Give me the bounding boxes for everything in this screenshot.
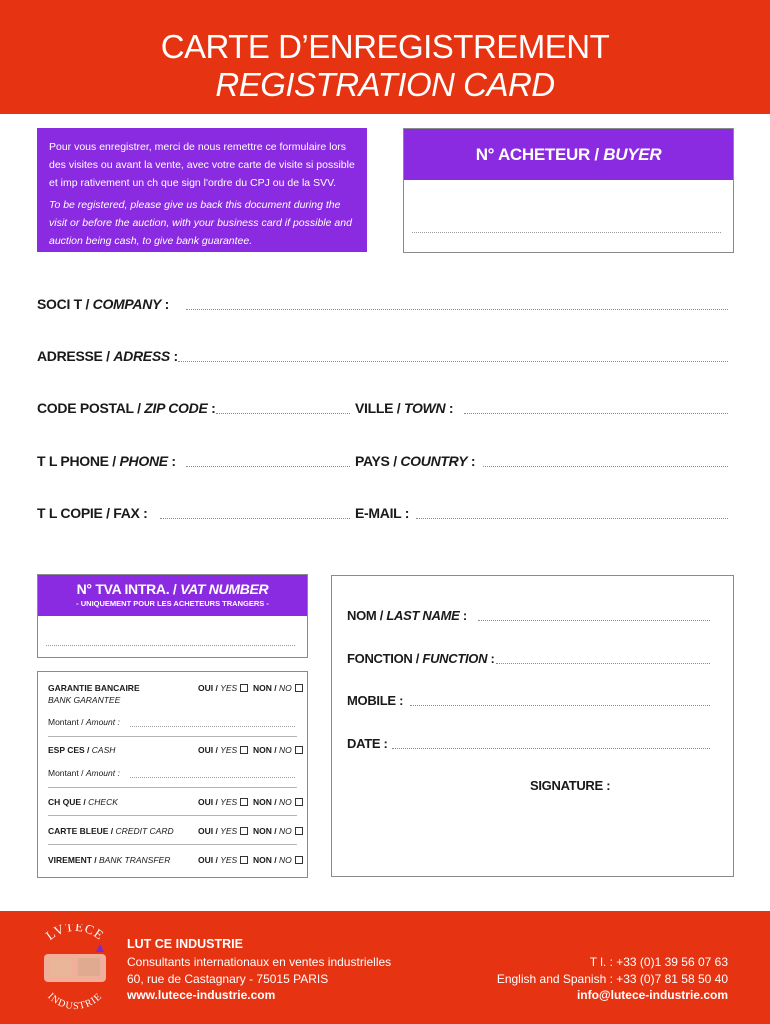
check-no-option[interactable]: NON / NO <box>253 797 303 807</box>
address-field[interactable] <box>178 361 728 362</box>
page-title-en: REGISTRATION CARD <box>215 66 555 103</box>
checkbox-icon[interactable] <box>240 746 248 754</box>
checkbox-icon[interactable] <box>295 684 303 692</box>
instructions-fr: Pour vous enregistrer, merci de nous remettre ce formulaire lors des visites ou avant la vente, avec votre carte de visite si possible et imp rativement un ch que sign l'ordre du CPJ ou de la SVV. <box>49 141 355 189</box>
divider <box>48 787 297 788</box>
guarantee-amount-label: Montant / Amount : <box>48 717 120 727</box>
footer-email-link[interactable]: info@lutece-industrie.com <box>576 988 728 1002</box>
cash-amount-field[interactable] <box>130 777 295 778</box>
guarantee-yes-option[interactable]: OUI / YES <box>198 683 248 693</box>
divider <box>48 844 297 845</box>
mobile-label: MOBILE : <box>347 693 404 708</box>
checkbox-icon[interactable] <box>240 684 248 692</box>
footer <box>0 911 770 1024</box>
instructions-box <box>37 128 367 252</box>
cash-yes-option[interactable]: OUI / YES <box>198 745 248 755</box>
email-label: E-MAIL : <box>355 505 410 521</box>
phone-label: T L PHONE / PHONE : <box>37 453 176 469</box>
footer-website-link[interactable]: www.lutece-industrie.com <box>127 988 276 1002</box>
country-label: PAYS / COUNTRY : <box>355 453 476 469</box>
svg-text:LVTECE <box>43 924 107 943</box>
cash-no-option[interactable]: NON / NO <box>253 745 303 755</box>
page-title-fr: CARTE D’ENREGISTREMENT <box>160 28 610 65</box>
signature-label: SIGNATURE : <box>530 778 611 793</box>
buyer-number-field[interactable] <box>412 232 721 233</box>
fax-field[interactable] <box>160 518 350 519</box>
logo-top-text: LVTECE <box>42 924 108 943</box>
bank-guarantee-label-en: BANK GARANTEE <box>48 695 121 705</box>
company-label: SOCI T / COMPANY : <box>37 296 170 312</box>
address-label: ADRESSE / ADRESS : <box>37 348 178 364</box>
country-field[interactable] <box>483 466 728 467</box>
last-name-field[interactable] <box>478 620 710 621</box>
card-no-option[interactable]: NON / NO <box>253 826 303 836</box>
logo-bottom-text: INDUSTRIE <box>45 990 105 1013</box>
town-label: VILLE / TOWN : <box>355 400 454 416</box>
transfer-no-option[interactable]: NON / NO <box>253 855 303 865</box>
checkbox-icon[interactable] <box>240 798 248 806</box>
vat-number-heading: N° TVA INTRA. / VAT NUMBER - UNIQUEMENT POUR LES ACHETEURS TRANGERS - <box>38 575 307 616</box>
function-field[interactable] <box>496 663 710 664</box>
company-field[interactable] <box>186 309 728 310</box>
date-field[interactable] <box>392 748 710 749</box>
checkbox-icon[interactable] <box>240 856 248 864</box>
bank-guarantee-label: GARANTIE BANCAIRE <box>48 683 140 693</box>
payment-box <box>37 671 308 878</box>
bank-transfer-label: VIREMENT / BANK TRANSFER <box>48 855 171 865</box>
vat-number-note: - UNIQUEMENT POUR LES ACHETEURS TRANGERS - <box>76 599 269 608</box>
card-yes-option[interactable]: OUI / YES <box>198 826 248 836</box>
header-banner <box>0 0 770 114</box>
checkbox-icon[interactable] <box>295 856 303 864</box>
check-yes-option[interactable]: OUI / YES <box>198 797 248 807</box>
signature-area[interactable] <box>345 800 720 868</box>
vat-number-field[interactable] <box>46 645 295 646</box>
checkbox-icon[interactable] <box>295 798 303 806</box>
zip-field[interactable] <box>216 413 350 414</box>
credit-card-label: CARTE BLEUE / CREDIT CARD <box>48 826 174 836</box>
phone-field[interactable] <box>186 466 350 467</box>
date-label: DATE : <box>347 736 388 751</box>
footer-company-name: LUT CE INDUSTRIE <box>127 937 243 951</box>
instructions-en: To be registered, please give us back this document during the visit or before the auction, with your business card if possible and auction being cash, to give bank guarantee. <box>49 199 352 247</box>
cash-amount-label: Montant / Amount : <box>48 768 120 778</box>
function-label: FONCTION / FUNCTION : <box>347 651 495 666</box>
guarantee-amount-field[interactable] <box>130 726 295 727</box>
checkbox-icon[interactable] <box>240 827 248 835</box>
fax-label: T L COPIE / FAX : <box>37 505 148 521</box>
buyer-number-box <box>403 128 734 253</box>
check-label: CH QUE / CHECK <box>48 797 118 807</box>
email-field[interactable] <box>416 518 728 519</box>
zip-label: CODE POSTAL / ZIP CODE : <box>37 400 216 416</box>
footer-tagline: Consultants internationaux en ventes industrielles <box>127 955 392 969</box>
company-logo <box>30 924 120 1016</box>
divider <box>48 815 297 816</box>
footer-address: 60, rue de Castagnary - 75015 PARIS <box>127 972 329 986</box>
divider <box>48 736 297 737</box>
guarantee-no-option[interactable]: NON / NO <box>253 683 303 693</box>
mobile-field[interactable] <box>410 705 710 706</box>
cash-label: ESP CES / CASH <box>48 745 116 755</box>
footer-phone: T l. : +33 (0)1 39 56 07 63 <box>589 955 728 969</box>
checkbox-icon[interactable] <box>295 827 303 835</box>
vat-number-box <box>37 574 308 658</box>
svg-text:INDUSTRIE <box>45 991 104 1012</box>
buyer-number-heading: N° ACHETEUR / BUYER <box>404 129 733 180</box>
checkbox-icon[interactable] <box>295 746 303 754</box>
town-field[interactable] <box>464 413 728 414</box>
footer-phone-2: English and Spanish : +33 (0)7 81 58 50 40 <box>496 972 728 986</box>
last-name-label: NOM / LAST NAME : <box>347 608 467 623</box>
transfer-yes-option[interactable]: OUI / YES <box>198 855 248 865</box>
